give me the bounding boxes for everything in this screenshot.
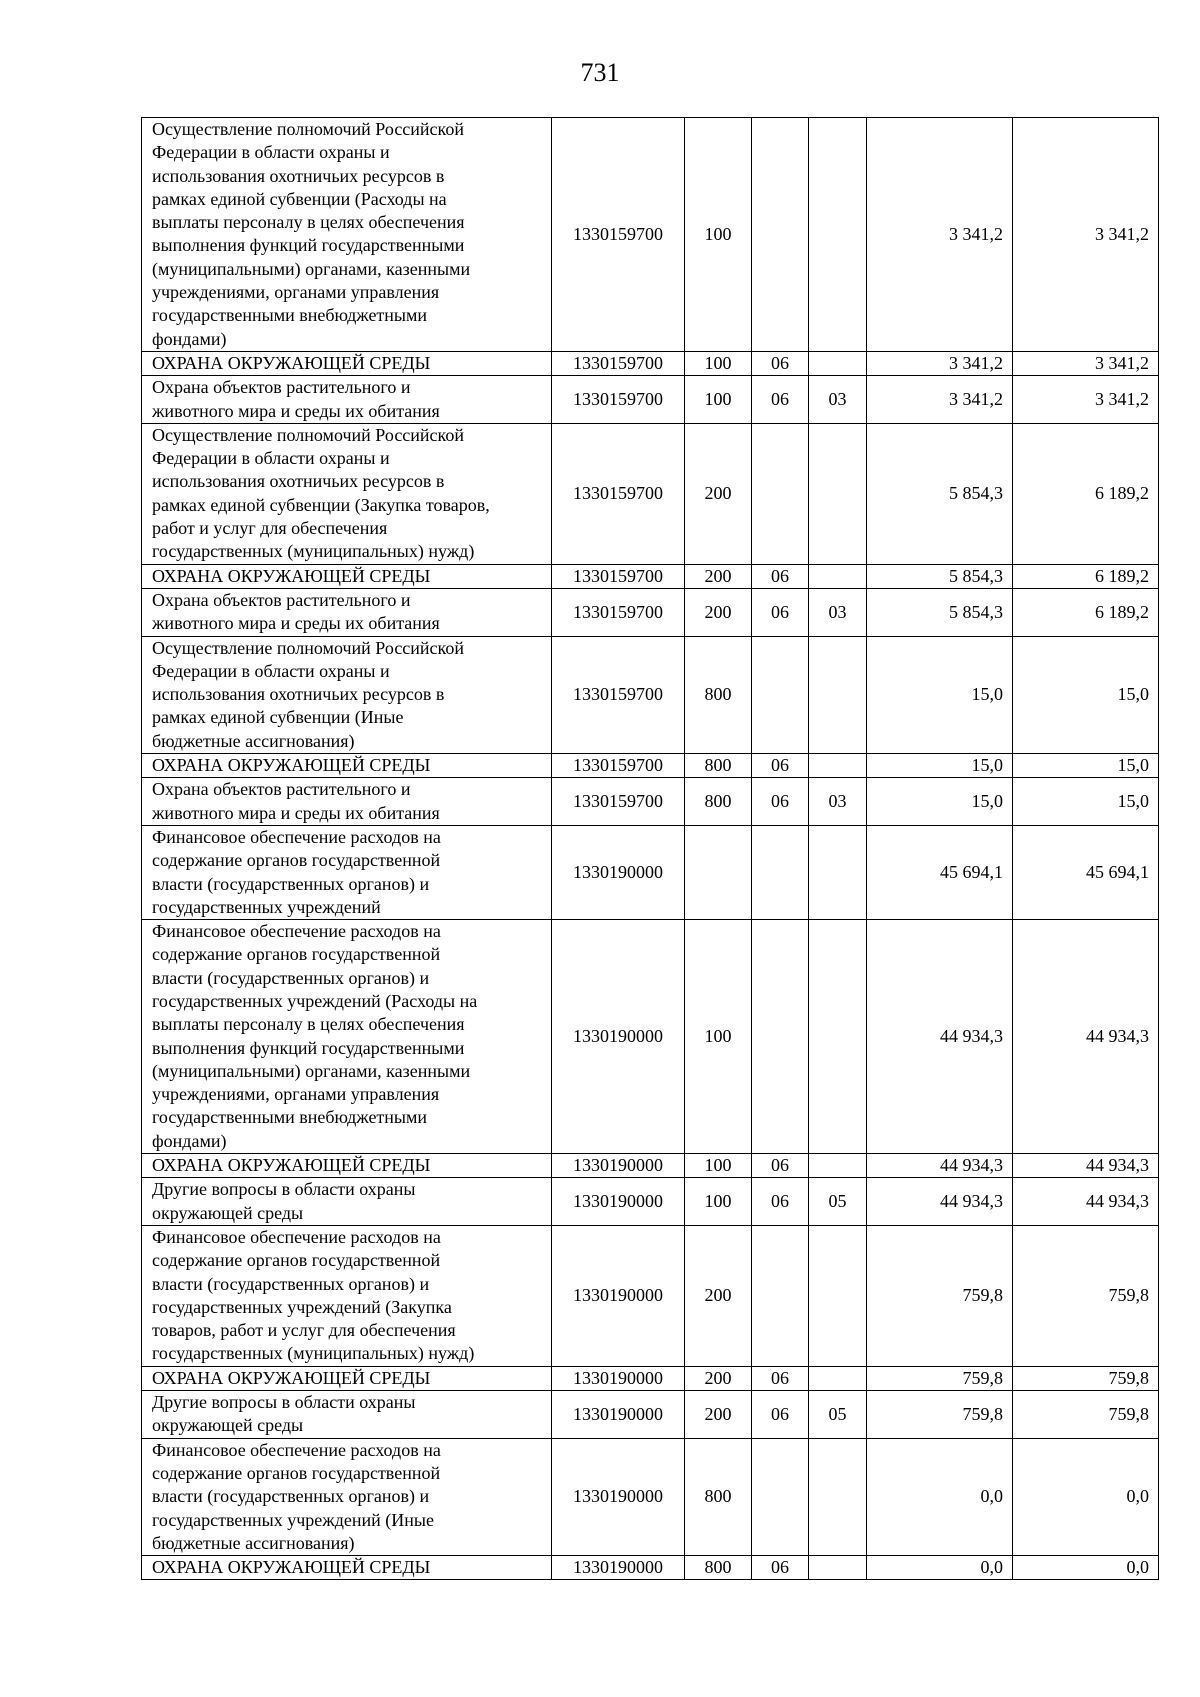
target-article-code-cell: 1330190000: [552, 1154, 685, 1178]
amount-first-cell: 5 854,3: [867, 588, 1013, 636]
subsection-code-cell: 05: [809, 1178, 867, 1226]
table-row: [142, 376, 1159, 424]
amount-second-cell: 6 189,2: [1013, 423, 1159, 564]
amount-second-cell: 6 189,2: [1013, 588, 1159, 636]
expense-type-code-cell: 200: [685, 588, 752, 636]
amount-second-cell: 6 189,2: [1013, 564, 1159, 588]
amount-second-cell: 759,8: [1013, 1391, 1159, 1439]
row-name-cell: ОХРАНА ОКРУЖАЮЩЕЙ СРЕДЫ: [142, 1154, 552, 1178]
target-article-code-cell: 1330159700: [552, 118, 685, 352]
amount-second-cell: 44 934,3: [1013, 1154, 1159, 1178]
section-code-cell: [752, 423, 809, 564]
expense-type-code-cell: 100: [685, 920, 752, 1154]
section-code-cell: 06: [752, 1366, 809, 1390]
expense-type-code-cell: 200: [685, 1391, 752, 1439]
section-code-cell: 06: [752, 754, 809, 778]
row-name-cell: Финансовое обеспечение расходов на содержание органов государственной власти (государственных органов) и государственных учреждений (Иные бюджетные ассигнования): [142, 1438, 552, 1555]
subsection-code-cell: [809, 825, 867, 919]
row-name-cell: Осуществление полномочий Российской Федерации в области охраны и использования охотничьих ресурсов в рамках единой субвенции (Расходы на выплаты персоналу в целях обеспечения выполнения функций государственными (муниципальными) органами, казенными учреждениями, органами управления государственными внебюджетными фондами): [142, 118, 552, 352]
table-row: [142, 754, 1159, 778]
expense-type-code-cell: 800: [685, 1556, 752, 1580]
page-number: 731: [580, 58, 620, 87]
section-code-cell: 06: [752, 1391, 809, 1439]
amount-second-cell: 3 341,2: [1013, 351, 1159, 375]
amount-first-cell: 0,0: [867, 1556, 1013, 1580]
row-name-cell: ОХРАНА ОКРУЖАЮЩЕЙ СРЕДЫ: [142, 1556, 552, 1580]
table-row: [142, 1154, 1159, 1178]
target-article-code-cell: 1330190000: [552, 1178, 685, 1226]
row-name-cell: Другие вопросы в области охраны окружающей среды: [142, 1178, 552, 1226]
amount-first-cell: 15,0: [867, 778, 1013, 826]
subsection-code-cell: [809, 564, 867, 588]
target-article-code-cell: 1330159700: [552, 351, 685, 375]
section-code-cell: [752, 118, 809, 352]
target-article-code-cell: 1330190000: [552, 1438, 685, 1555]
row-name-cell: Финансовое обеспечение расходов на содержание органов государственной власти (государственных органов) и государственных учреждений (Расходы на выплаты персоналу в целях обеспечения выполнения функций государственными (муниципальными) органами, казенными учреждениями, органами управления государственными внебюджетными фондами): [142, 920, 552, 1154]
section-code-cell: 06: [752, 1178, 809, 1226]
section-code-cell: 06: [752, 588, 809, 636]
amount-second-cell: 759,8: [1013, 1225, 1159, 1366]
expense-type-code-cell: 800: [685, 1438, 752, 1555]
row-name-cell: ОХРАНА ОКРУЖАЮЩЕЙ СРЕДЫ: [142, 1366, 552, 1390]
amount-first-cell: 3 341,2: [867, 118, 1013, 352]
section-code-cell: [752, 920, 809, 1154]
budget-table: [141, 117, 1159, 1580]
expense-type-code-cell: 100: [685, 1178, 752, 1226]
amount-second-cell: 0,0: [1013, 1438, 1159, 1555]
section-code-cell: 06: [752, 564, 809, 588]
subsection-code-cell: [809, 1438, 867, 1555]
expense-type-code-cell: 100: [685, 1154, 752, 1178]
amount-first-cell: 44 934,3: [867, 1178, 1013, 1226]
target-article-code-cell: 1330190000: [552, 825, 685, 919]
section-code-cell: 06: [752, 351, 809, 375]
amount-second-cell: 3 341,2: [1013, 118, 1159, 352]
subsection-code-cell: [809, 1154, 867, 1178]
section-code-cell: 06: [752, 376, 809, 424]
table-row: [142, 1366, 1159, 1390]
table-row: [142, 1391, 1159, 1439]
target-article-code-cell: 1330190000: [552, 1366, 685, 1390]
target-article-code-cell: 1330159700: [552, 564, 685, 588]
section-code-cell: 06: [752, 1154, 809, 1178]
amount-first-cell: 759,8: [867, 1366, 1013, 1390]
row-name-cell: Другие вопросы в области охраны окружающей среды: [142, 1391, 552, 1439]
table-row: [142, 423, 1159, 564]
expense-type-code-cell: 800: [685, 754, 752, 778]
expense-type-code-cell: 200: [685, 1366, 752, 1390]
target-article-code-cell: 1330190000: [552, 1225, 685, 1366]
table-row: [142, 920, 1159, 1154]
amount-second-cell: 759,8: [1013, 1366, 1159, 1390]
target-article-code-cell: 1330159700: [552, 778, 685, 826]
row-name-cell: Осуществление полномочий Российской Федерации в области охраны и использования охотничьих ресурсов в рамках единой субвенции (Иные бюджетные ассигнования): [142, 636, 552, 753]
amount-first-cell: 759,8: [867, 1391, 1013, 1439]
subsection-code-cell: 03: [809, 588, 867, 636]
section-code-cell: [752, 1225, 809, 1366]
subsection-code-cell: [809, 920, 867, 1154]
amount-first-cell: 44 934,3: [867, 920, 1013, 1154]
table-row: [142, 118, 1159, 352]
amount-first-cell: 44 934,3: [867, 1154, 1013, 1178]
target-article-code-cell: 1330190000: [552, 1391, 685, 1439]
expense-type-code-cell: [685, 825, 752, 919]
expense-type-code-cell: 200: [685, 423, 752, 564]
row-name-cell: Охрана объектов растительного и животного мира и среды их обитания: [142, 778, 552, 826]
expense-type-code-cell: 200: [685, 564, 752, 588]
table-row: [142, 1438, 1159, 1555]
target-article-code-cell: 1330159700: [552, 423, 685, 564]
expense-type-code-cell: 100: [685, 351, 752, 375]
expense-type-code-cell: 200: [685, 1225, 752, 1366]
amount-second-cell: 3 341,2: [1013, 376, 1159, 424]
table-row: [142, 1225, 1159, 1366]
amount-first-cell: 3 341,2: [867, 376, 1013, 424]
expense-type-code-cell: 100: [685, 376, 752, 424]
target-article-code-cell: 1330159700: [552, 376, 685, 424]
row-name-cell: Охрана объектов растительного и животного мира и среды их обитания: [142, 376, 552, 424]
amount-first-cell: 759,8: [867, 1225, 1013, 1366]
amount-first-cell: 3 341,2: [867, 351, 1013, 375]
table-row: [142, 351, 1159, 375]
section-code-cell: 06: [752, 1556, 809, 1580]
target-article-code-cell: 1330159700: [552, 636, 685, 753]
row-name-cell: ОХРАНА ОКРУЖАЮЩЕЙ СРЕДЫ: [142, 351, 552, 375]
amount-second-cell: 15,0: [1013, 754, 1159, 778]
target-article-code-cell: 1330190000: [552, 920, 685, 1154]
row-name-cell: ОХРАНА ОКРУЖАЮЩЕЙ СРЕДЫ: [142, 754, 552, 778]
subsection-code-cell: [809, 754, 867, 778]
amount-first-cell: 5 854,3: [867, 564, 1013, 588]
amount-first-cell: 0,0: [867, 1438, 1013, 1555]
subsection-code-cell: [809, 1366, 867, 1390]
amount-second-cell: 44 934,3: [1013, 1178, 1159, 1226]
amount-second-cell: 44 934,3: [1013, 920, 1159, 1154]
table-row: [142, 564, 1159, 588]
amount-second-cell: 15,0: [1013, 778, 1159, 826]
subsection-code-cell: 03: [809, 376, 867, 424]
subsection-code-cell: [809, 423, 867, 564]
target-article-code-cell: 1330159700: [552, 754, 685, 778]
expense-type-code-cell: 800: [685, 778, 752, 826]
amount-first-cell: 45 694,1: [867, 825, 1013, 919]
table-row: [142, 1178, 1159, 1226]
amount-first-cell: 5 854,3: [867, 423, 1013, 564]
table-row: [142, 825, 1159, 919]
expense-type-code-cell: 800: [685, 636, 752, 753]
subsection-code-cell: [809, 636, 867, 753]
subsection-code-cell: [809, 1225, 867, 1366]
target-article-code-cell: 1330159700: [552, 588, 685, 636]
row-name-cell: Финансовое обеспечение расходов на содержание органов государственной власти (государственных органов) и государственных учреждений: [142, 825, 552, 919]
amount-first-cell: 15,0: [867, 754, 1013, 778]
table-row: [142, 778, 1159, 826]
subsection-code-cell: [809, 351, 867, 375]
target-article-code-cell: 1330190000: [552, 1556, 685, 1580]
subsection-code-cell: 03: [809, 778, 867, 826]
section-code-cell: [752, 636, 809, 753]
table-row: [142, 1556, 1159, 1580]
section-code-cell: 06: [752, 778, 809, 826]
expense-type-code-cell: 100: [685, 118, 752, 352]
subsection-code-cell: 05: [809, 1391, 867, 1439]
table-row: [142, 636, 1159, 753]
amount-second-cell: 15,0: [1013, 636, 1159, 753]
row-name-cell: Осуществление полномочий Российской Федерации в области охраны и использования охотничьих ресурсов в рамках единой субвенции (Закупка товаров, работ и услуг для обеспечения государственных (муниципальных) нужд): [142, 423, 552, 564]
amount-second-cell: 0,0: [1013, 1556, 1159, 1580]
row-name-cell: Охрана объектов растительного и животного мира и среды их обитания: [142, 588, 552, 636]
row-name-cell: ОХРАНА ОКРУЖАЮЩЕЙ СРЕДЫ: [142, 564, 552, 588]
section-code-cell: [752, 825, 809, 919]
amount-second-cell: 45 694,1: [1013, 825, 1159, 919]
subsection-code-cell: [809, 1556, 867, 1580]
amount-first-cell: 15,0: [867, 636, 1013, 753]
section-code-cell: [752, 1438, 809, 1555]
row-name-cell: Финансовое обеспечение расходов на содержание органов государственной власти (государственных органов) и государственных учреждений (Закупка товаров, работ и услуг для обеспечения государственных (муниципальных) нужд): [142, 1225, 552, 1366]
subsection-code-cell: [809, 118, 867, 352]
budget-table-body: [142, 118, 1159, 1580]
table-row: [142, 588, 1159, 636]
